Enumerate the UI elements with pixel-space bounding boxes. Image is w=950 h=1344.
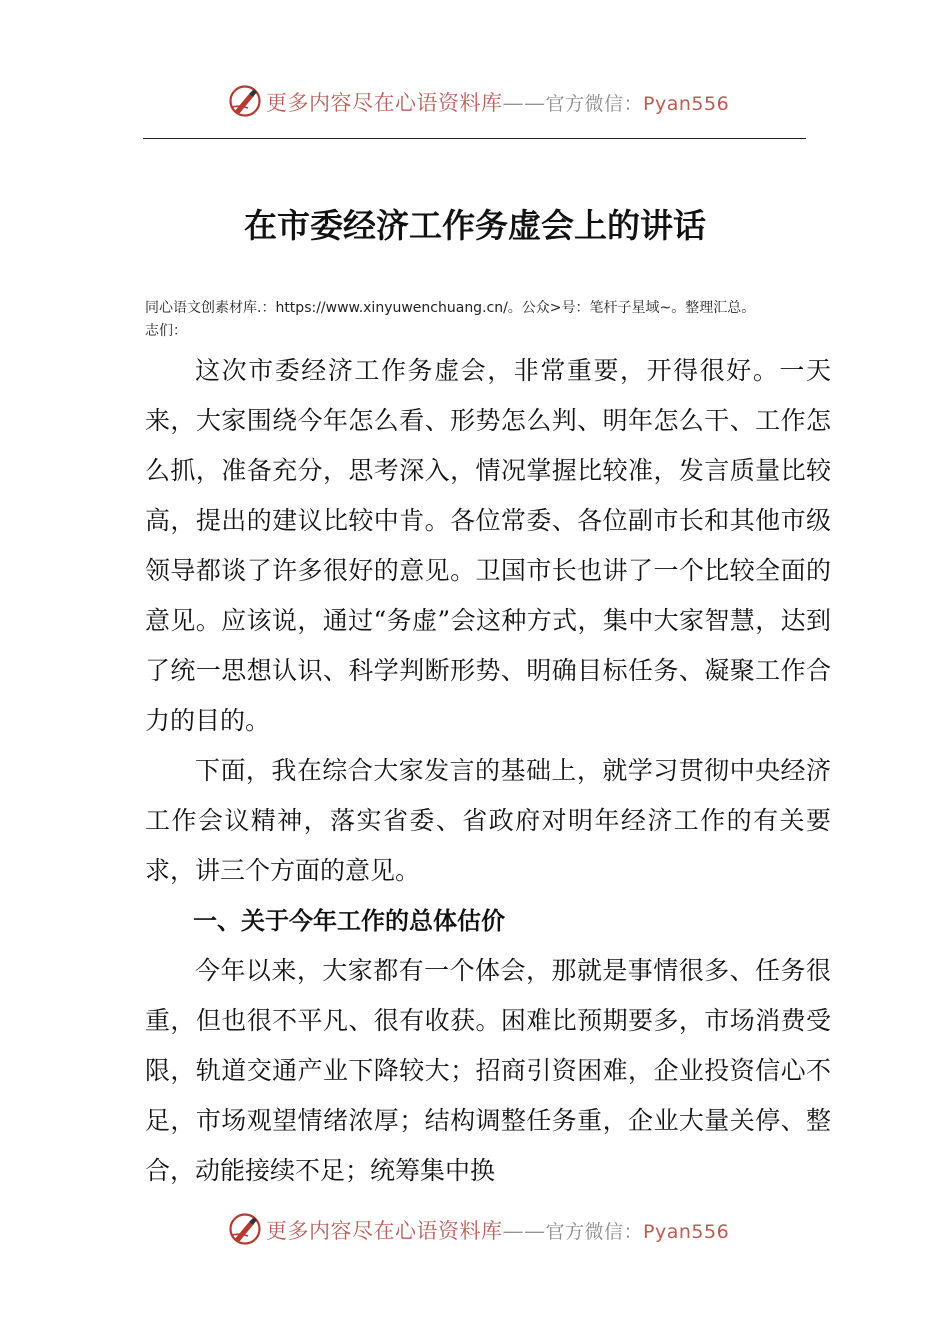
source-line: 同心语文创素材库.：https://www.xinyuwenchuang.cn/。公众>号：笔杆子星域~。整理汇总。: [145, 300, 756, 316]
header-banner: [0, 80, 950, 124]
body-paragraph: 下面，我在综合大家发言的基础上，就学习贯彻中央经济工作会议精神，落实省委、省政府对明年经济工作的有关要求，讲三个方面的意见。: [145, 756, 831, 885]
source-note: [145, 297, 835, 343]
body-paragraph: 今年以来，大家都有一个体会，那就是事情很多、任务很重，但也很不平凡、很有收获。困难比预期要多，市场消费受限，轨道交通产业下降较大；招商引资困难，企业投资信心不足，市场观望情绪浓厚；结构调整任务重，企业大量关停、整合，动能接续不足；统筹集中换: [145, 956, 831, 1185]
pen-logo-icon: [228, 1212, 262, 1246]
banner-wechat-label: 官方微信：: [545, 1221, 644, 1243]
header-divider: [143, 138, 806, 139]
document-title: 在市委经济工作务虚会上的讲话: [244, 206, 706, 245]
document-body: [145, 346, 831, 1196]
banner-separator: ——: [502, 91, 546, 115]
banner-wechat-label: 官方微信：: [545, 93, 644, 115]
banner-brand: 更多内容尽在心语资料库: [266, 1219, 503, 1243]
body-paragraph: 这次市委经济工作务虚会，非常重要，开得很好。一天来，大家围绕今年怎么看、形势怎么判、明年怎么干、工作怎么抓，准备充分，思考深入，情况掌握比较准，发言质量比较高，提出的建议比较中肯。各位常委、各位副市长和其他市级领导都谈了许多很好的意见。卫国市长也讲了一个比较全面的意见。应该说，通过“务虚”会这种方式，集中大家智慧，达到了统一思想认识、科学判断形势、明确目标任务、凝聚工作合力的目的。: [145, 356, 831, 735]
banner-text: [266, 87, 729, 117]
banner-text: [266, 1215, 729, 1245]
banner-separator: ——: [502, 1219, 546, 1243]
salutation: 志们：: [145, 323, 187, 339]
section-heading: 一、关于今年工作的总体估价: [193, 907, 505, 935]
banner-wechat-id: Pyan556: [643, 1221, 730, 1243]
banner-brand: 更多内容尽在心语资料库: [266, 91, 503, 115]
pen-logo-icon: [228, 84, 262, 118]
banner-wechat-id: Pyan556: [643, 93, 730, 115]
footer-banner: [0, 1208, 950, 1252]
